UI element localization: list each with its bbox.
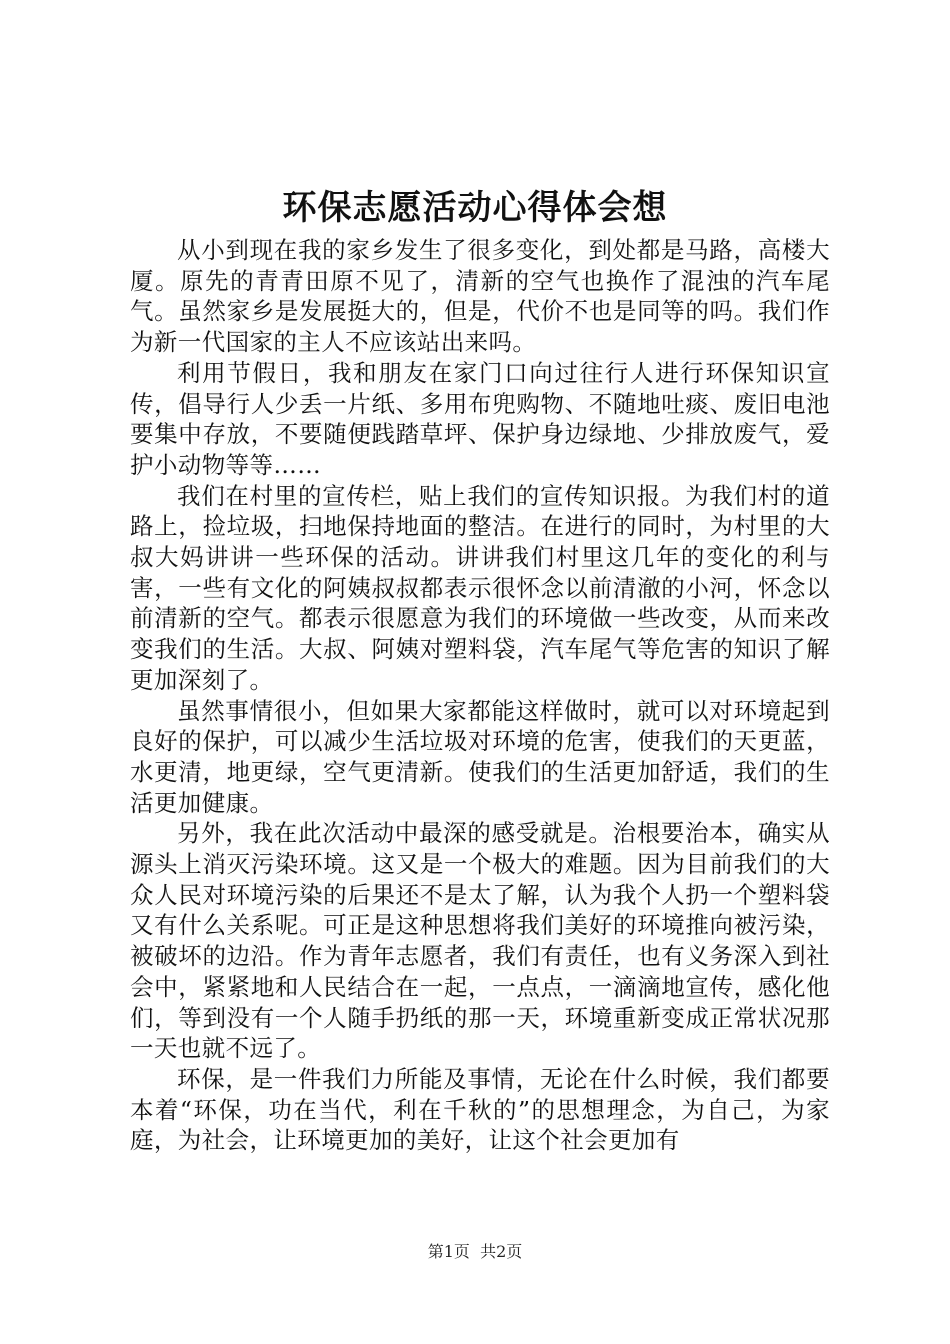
document-body bbox=[130, 235, 830, 1156]
paragraph: 利用节假日，我和朋友在家门口向过往行人进行环保知识宣传，倡导行人少丢一片纸、多用布兜购物、不随地吐痰、废旧电池要集中存放，不要随便践踏草坪、保护身边绿地、少排放废气，爱护小动物等等…… bbox=[130, 358, 830, 479]
paragraph: 另外，我在此次活动中最深的感受就是。治根要治本，确实从源头上消灭污染环境。这又是一个极大的难题。因为目前我们的大众人民对环境污染的后果还不是太了解，认为我个人扔一个塑料袋又有什么关系呢。可正是这种思想将我们美好的环境推向被污染，被破坏的边沿。作为青年志愿者，我们有责任，也有义务深入到社会中，紧紧地和人民结合在一起，一点点，一滴滴地宣传，感化他们，等到没有一个人随手扔纸的那一天，环境重新变成正常状况那一天也就不远了。 bbox=[130, 819, 830, 1063]
page-number: 第1页 bbox=[427, 1242, 470, 1261]
paragraph: 从小到现在我的家乡发生了很多变化，到处都是马路，高楼大厦。原先的青青田原不见了，清新的空气也换作了混浊的汽车尾气。虽然家乡是发展挺大的，但是，代价不也是同等的吗。我们作为新一代国家的主人不应该站出来吗。 bbox=[130, 236, 830, 357]
paragraph: 环保，是一件我们力所能及事情，无论在什么时候，我们都要本着“环保，功在当代，利在千秋的”的思想理念，为自己，为家庭，为社会，让环境更加的美好，让这个社会更加有 bbox=[130, 1064, 830, 1155]
paragraph: 我们在村里的宣传栏，贴上我们的宣传知识报。为我们村的道路上，捡垃圾，扫地保持地面的整洁。在进行的同时，为村里的大叔大妈讲讲一些环保的活动。讲讲我们村里这几年的变化的利与害，一些有文化的阿姨叔叔都表示很怀念以前清澈的小河，怀念以前清新的空气。都表示很愿意为我们的环境做一些改变，从而来改变我们的生活。大叔、阿姨对塑料袋，汽车尾气等危害的知识了解更加深刻了。 bbox=[130, 481, 830, 694]
document-title: 环保志愿活动心得体会想 bbox=[282, 188, 668, 228]
page-footer bbox=[0, 1240, 950, 1264]
paragraph: 虽然事情很小，但如果大家都能这样做时，就可以对环境起到良好的保护，可以减少生活垃圾对环境的危害，使我们的天更蓝，水更清，地更绿，空气更清新。使我们的生活更加舒适，我们的生活更加健康。 bbox=[130, 696, 830, 817]
page-total: 共2页 bbox=[480, 1242, 523, 1261]
